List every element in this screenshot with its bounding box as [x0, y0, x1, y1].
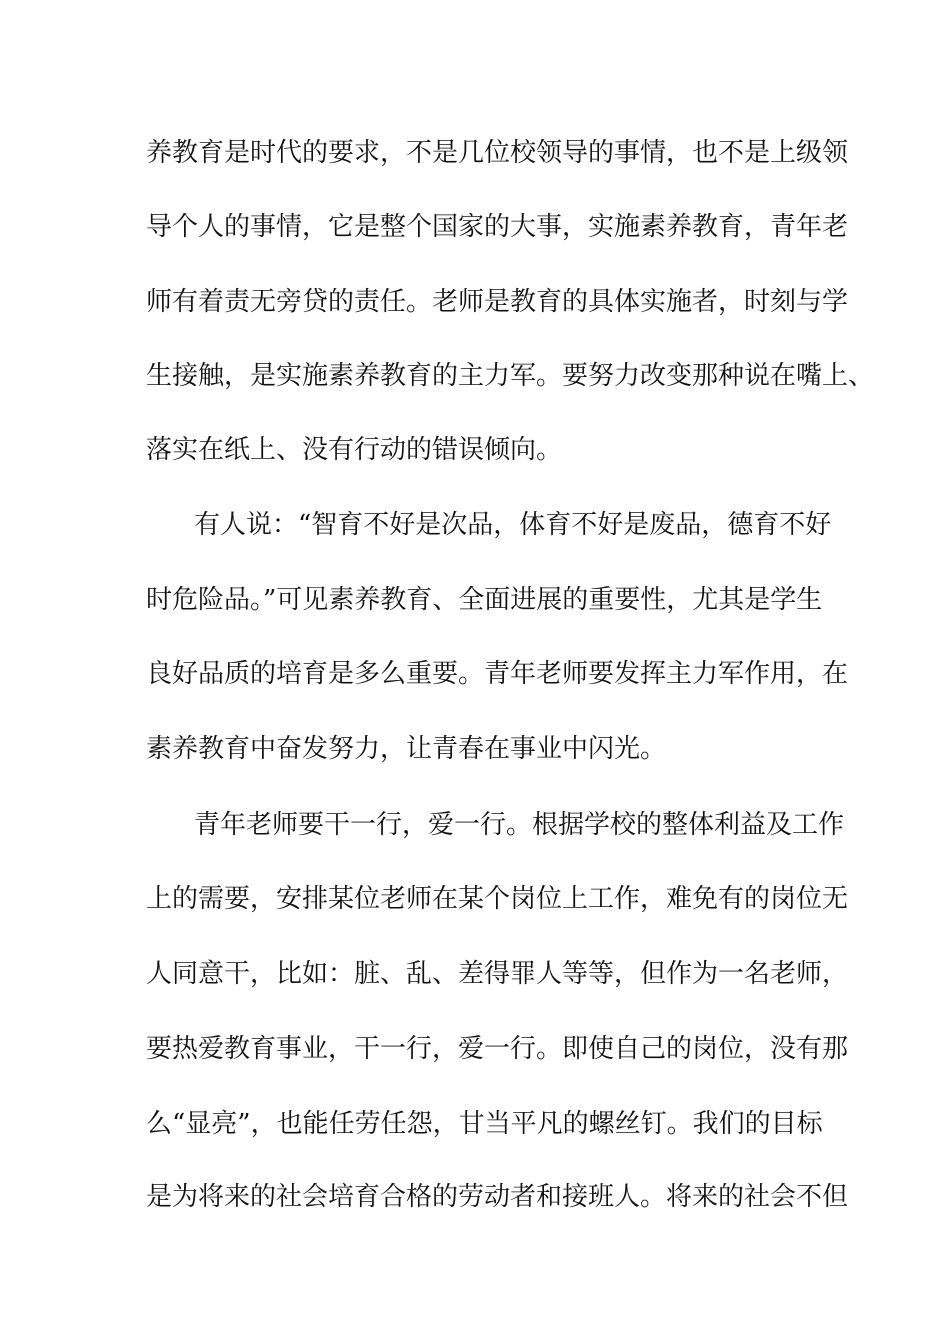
paragraph-line: 青年老师要干一行，爱一行。根据学校的整体利益及工作 [194, 810, 845, 840]
paragraph-line: 导个人的事情，它是整个国家的大事，实施素养教育，青年老 [146, 212, 849, 242]
paragraph-line: 人同意干，比如：脏、乱、差得罪人等等，但作为一名老师， [146, 959, 849, 989]
paragraph-line: 有人说：“智育不好是次品，体育不好是废品，德育不好 [194, 510, 832, 540]
paragraph-line: 良好品质的培育是多么重要。青年老师要发挥主力军作用，在 [146, 659, 849, 689]
paragraph-line: 上的需要，安排某位老师在某个岗位上工作，难免有的岗位无 [146, 884, 849, 914]
paragraph-line: 时危险品。”可见素养教育、全面进展的重要性，尤其是学生 [146, 585, 823, 615]
paragraph-line: 落实在纸上、没有行动的错误倾向。 [146, 435, 563, 465]
paragraph-line: 素养教育中奋发努力，让青春在事业中闪光。 [146, 734, 667, 764]
paragraph-line: 么“显亮”，也能任劳任怨，甘当平凡的螺丝钉。我们的目标 [146, 1109, 823, 1139]
paragraph-line: 是为将来的社会培育合格的劳动者和接班人。将来的社会不但 [146, 1182, 849, 1212]
paragraph-line: 师有着责无旁贷的责任。老师是教育的具体实施者，时刻与学 [146, 287, 849, 317]
paragraph-line: 养教育是时代的要求，不是几位校领导的事情，也不是上级领 [146, 138, 849, 168]
paragraph-line: 要热爱教育事业，干一行，爱一行。即使自己的岗位，没有那 [146, 1034, 849, 1064]
paragraph-line: 生接触，是实施素养教育的主力军。要努力改变那种说在嘴上、 [146, 361, 875, 391]
